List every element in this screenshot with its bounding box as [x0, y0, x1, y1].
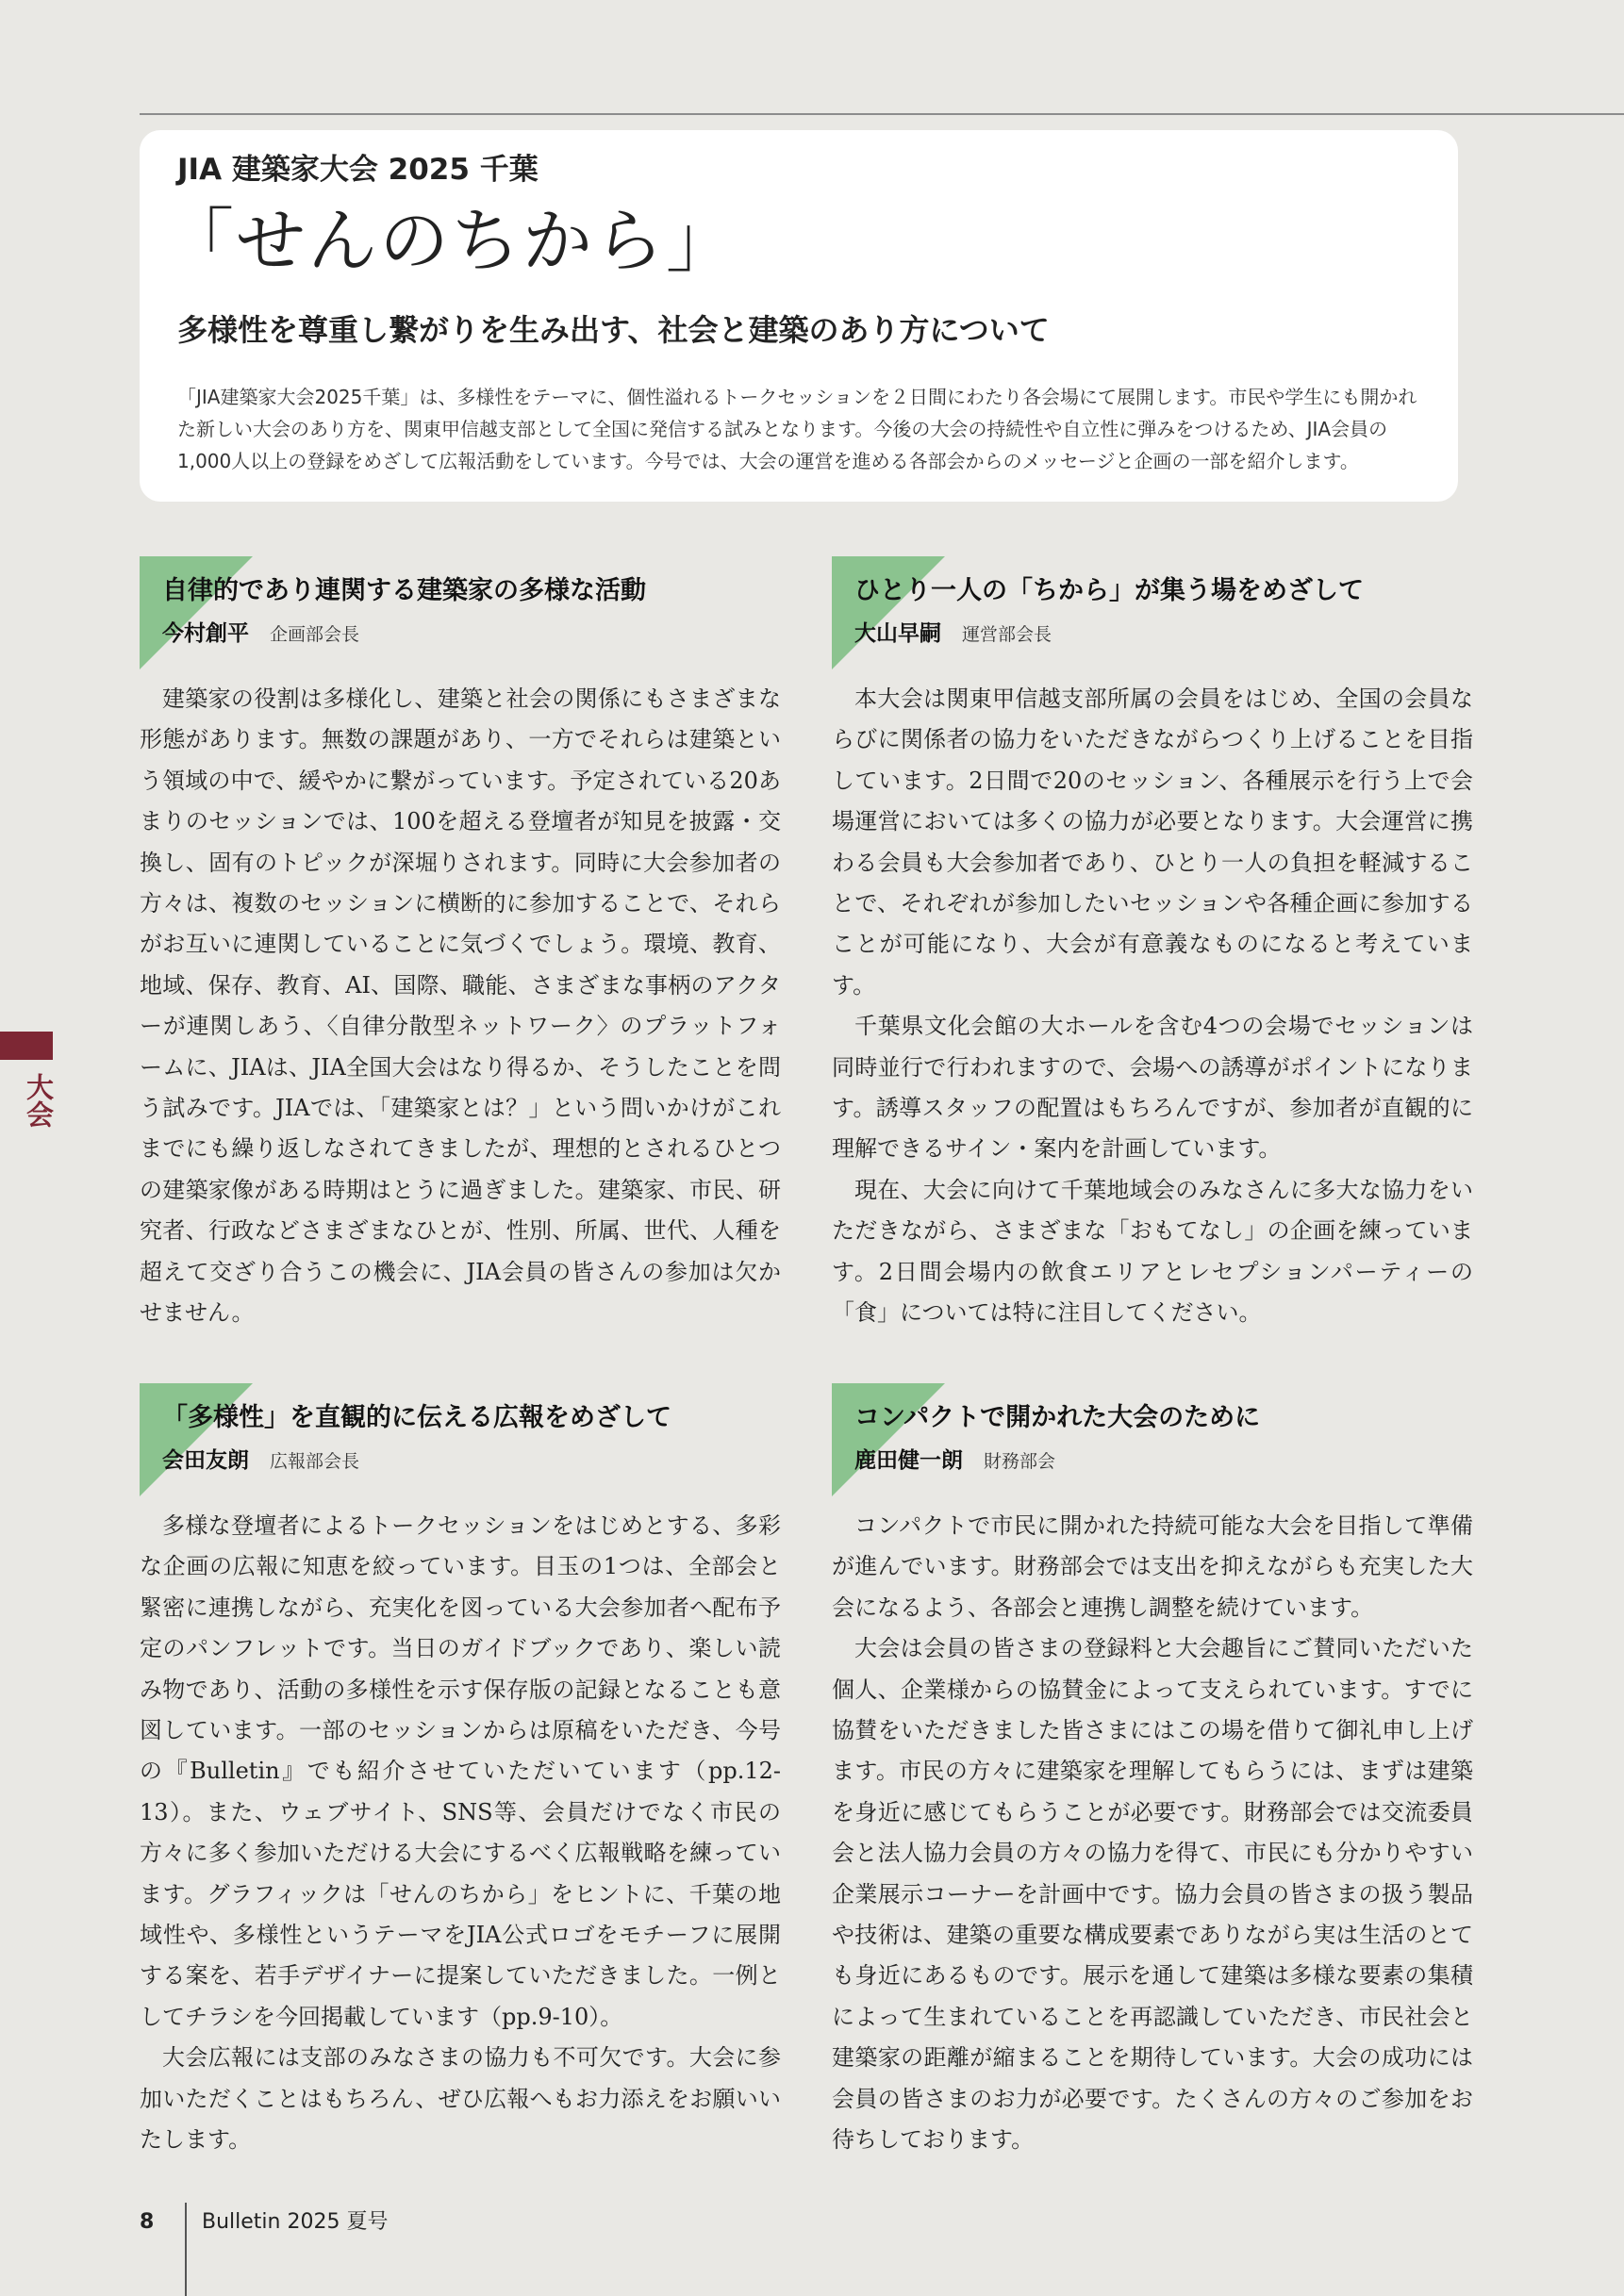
paragraph: 多様な登壇者によるトークセッションをはじめとする、多彩な企画の広報に知恵を絞っています。目玉の1つは、全部会と緊密に連携しながら、充実化を図っている大会参加者へ配布予定のパンフレットです。当日のガイドブックであり、楽しい読み物であり、活動の多様性を示す保存版の記録となることも意図しています。一部のセッションからは原稿をいただき、今号の『Bulletin』でも紹介させていただいています（pp.12-13）。また、ウェブサイト、SNS等、会員だけでなく市民の方々に多く参加いただける大会にするべく広報戦略を練っています。グラフィックは「せんのちから」をヒントに、千葉の地域性や、多様性というテーマをJIA公式ロゴをモチーフに展開する案を、若手デザイナーに提案していただきました。一例としてチラシを今回掲載しています（pp.9-10）。 — [140, 1512, 781, 2030]
paragraph: 大会は会員の皆さまの登録料と大会趣旨にご賛同いただいた個人、企業様からの協賛金によって支えられています。すでに協賛をいただきました皆さまにはこの場を借りて御礼申し上げます。市民の方々に建築家を理解してもらうには、まずは建築を身近に感じてもらうことが必要です。財務部会では交流委員会と法人協力会員の方々の協力を得て、市民にも分かりやすい企業展示コーナーを計画中です。協力会員の皆さまの扱う製品や技術は、建築の重要な構成要素でありながら実は生活のとても身近にあるものです。展示を通して建築は多様な要素の集積によって生まれていることを再認識していただき、市民社会と建築家の距離が縮まることを期待しています。大会の成功には会員の皆さまのお力が必要です。たくさんの方々のご参加をお待ちしております。 — [832, 1635, 1473, 2154]
paragraph: 本大会は関東甲信越支部所属の会員をはじめ、全国の会員ならびに関係者の協力をいただきながらつくり上げることを目指しています。2日間で20のセッション、各種展示を行う上で会場運営においては多くの協力が必要となります。大会運営に携わる会員も大会参加者であり、ひとり一人の負担を軽減することで、それぞれが参加したいセッションや各種企画に参加することが可能になり、大会が有意義なものになると考えています。 — [832, 685, 1473, 999]
section-title: 自律的であり連関する建築家の多様な活動 — [162, 576, 646, 605]
author-name: 今村創平 — [162, 621, 249, 646]
section-header — [140, 1383, 781, 1506]
paragraph: 現在、大会に向けて千葉地域会のみなさんに多大な協力をいただきながら、さまざまな「おもてなし」の企画を練っています。2日間会場内の飲食エリアとレセプションパーティーの「食」については特に注目してください。 — [832, 1176, 1473, 1327]
section-body — [832, 679, 1473, 1334]
page-number: 8 — [140, 2210, 155, 2234]
section-planning — [140, 556, 781, 1334]
section-body — [140, 1506, 781, 2161]
intro-text: 「JIA建築家大会2025千葉」は、多様性をテーマに、個性溢れるトークセッションを２日間にわたり各会場にて展開します。市民や学生にも開かれた新しい大会のあり方を、関東甲信越支部として全国に発信する試みとなります。今後の大会の持続性や自立性に弾みをつけるため、JIA会員の1,000人以上の登録をめざして広報活動をしています。今号では、大会の運営を進める各部会からのメッセージと企画の一部を紹介します。 — [177, 386, 1417, 472]
paragraph: コンパクトで市民に開かれた持続可能な大会を目指して準備が進んでいます。財務部会では支出を抑えながらも充実した大会になるよう、各部会と連携し調整を続けています。 — [832, 1512, 1473, 1621]
author-name: 会田友朗 — [162, 1448, 249, 1473]
sidebar-label: 大会 — [23, 1073, 55, 1128]
event-name: JIA 建築家大会 2025 千葉 — [177, 153, 539, 187]
author-role: 財務部会 — [984, 1451, 1056, 1472]
section-finance — [832, 1383, 1473, 2161]
section-title: 「多様性」を直観的に伝える広報をめざして — [162, 1403, 671, 1432]
section-body — [832, 1506, 1473, 2161]
author-role: 広報部会長 — [270, 1451, 360, 1472]
main-title: 「せんのちから」 — [164, 201, 737, 282]
section-author — [162, 1444, 359, 1479]
section-author — [854, 1444, 1055, 1479]
paragraph: 大会広報には支部のみなさまの協力も不可欠です。大会に参加いただくことはもちろん、ぜひ広報へもお力添えをお願いいたします。 — [140, 2044, 781, 2154]
section-author — [854, 617, 1052, 652]
section-title: ひとり一人の「ちから」が集う場をめざして — [854, 576, 1364, 605]
author-role: 運営部会長 — [962, 624, 1052, 645]
section-author — [162, 617, 359, 652]
author-name: 鹿田健一朗 — [854, 1448, 963, 1473]
author-role: 企画部会長 — [270, 624, 360, 645]
section-operations — [832, 556, 1473, 1334]
top-rule — [140, 113, 1624, 115]
subtitle: 多様性を尊重し繋がりを生み出す、社会と建築のあり方について — [177, 312, 1050, 348]
publication-name: Bulletin 2025 夏号 — [202, 2210, 389, 2234]
section-header — [832, 1383, 1473, 1506]
paragraph: 建築家の役割は多様化し、建築と社会の関係にもさまざまな形態があります。無数の課題があり、一方でそれらは建築という領域の中で、緩やかに繋がっています。予定されている20あまりのセッションでは、100を超える登壇者が知見を披露・交換し、固有のトピックが深堀りされます。同時に大会参加者の方々は、複数のセッションに横断的に参加することで、それらがお互いに連関していることに気づくでしょう。環境、教育、地域、保存、教育、AI、国際、職能、さまざまな事柄のアクターが連関しあう、〈自律分散型ネットワーク〉のプラットフォームに、JIAは、JIA全国大会はなり得るか、そうしたことを問う試みです。JIAでは、「建築家とは？」という問いかけがこれまでにも繰り返しなされてきましたが、理想的とされるひとつの建築家像がある時期はとうに過ぎました。建築家、市民、研究者、行政などさまざまなひとが、性別、所属、世代、人種を超えて交ざり合うこの機会に、JIA会員の皆さんの参加は欠かせません。 — [140, 685, 781, 1327]
section-body — [140, 679, 781, 1334]
intro-card — [140, 130, 1458, 502]
section-title: コンパクトで開かれた大会のために — [854, 1403, 1261, 1432]
sidebar-tab — [0, 1032, 53, 1060]
section-header — [140, 556, 781, 679]
footer-divider — [185, 2203, 187, 2296]
paragraph: 千葉県文化会館の大ホールを含む4つの会場でセッションは同時並行で行われますので、会場への誘導がポイントになります。誘導スタッフの配置はもちろんですが、参加者が直観的に理解できるサイン・案内を計画しています。 — [832, 1013, 1473, 1163]
section-header — [832, 556, 1473, 679]
section-pr — [140, 1383, 781, 2161]
author-name: 大山早嗣 — [854, 621, 941, 646]
